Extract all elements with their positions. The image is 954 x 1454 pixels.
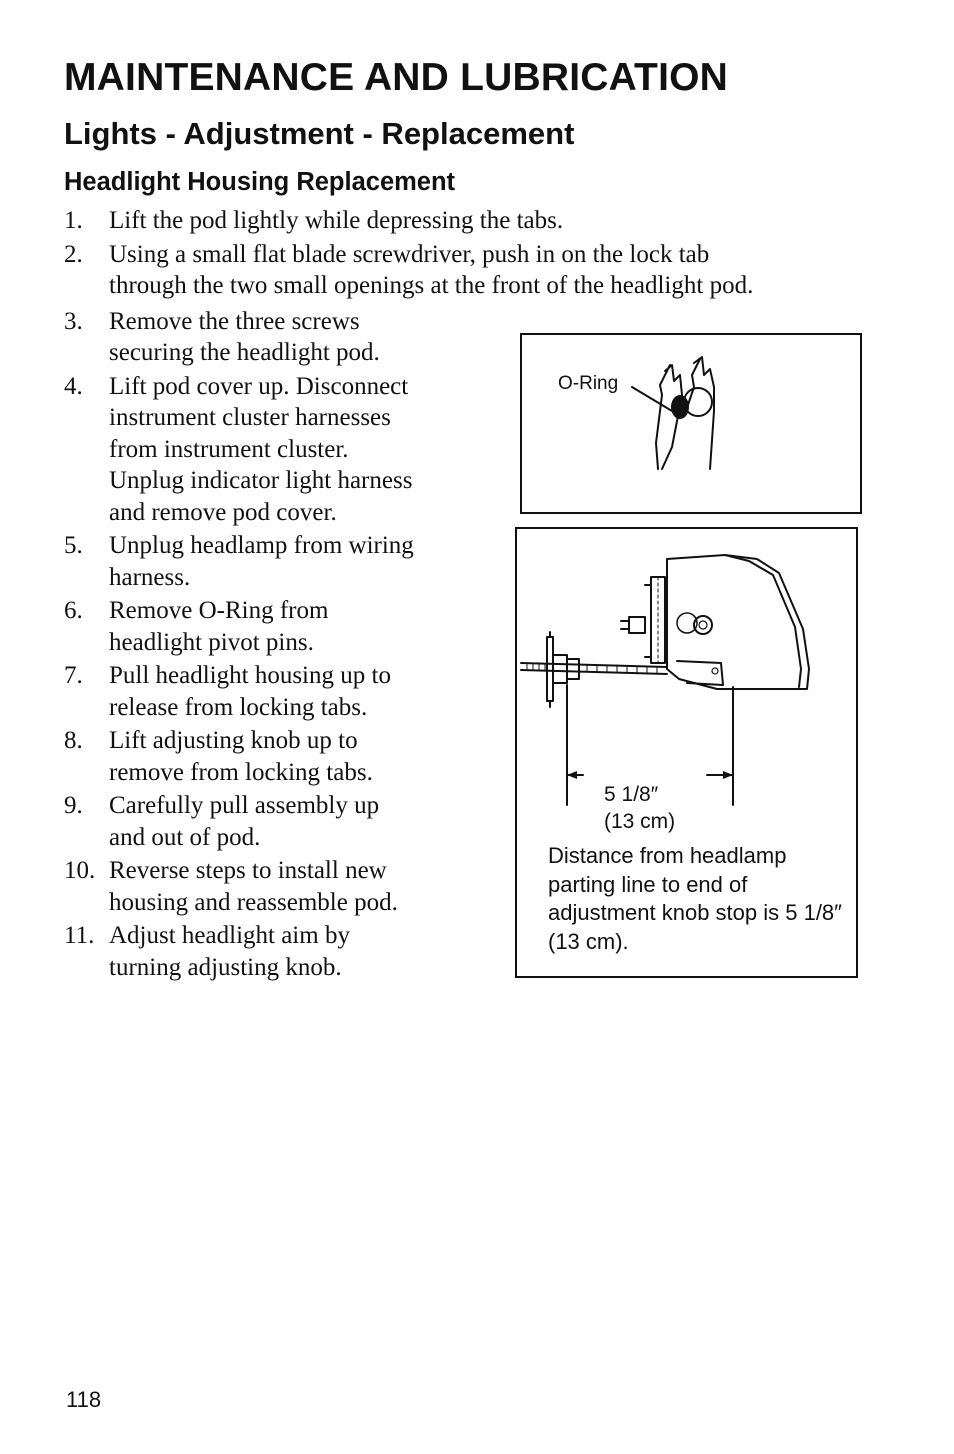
step-number: 9. — [64, 792, 83, 819]
step-number: 7. — [64, 662, 83, 689]
step-number: 6. — [64, 597, 83, 624]
step-text: Lift the pod lightly while depressing the tabs. — [109, 207, 564, 234]
subsection-title: Headlight Housing Replacement — [64, 168, 456, 196]
step-number: 5. — [64, 532, 83, 559]
step-text: Pull headlight housing up to release from locking tabs. — [109, 662, 391, 721]
step-text: Reverse steps to install new housing and reassemble pod. — [109, 857, 398, 916]
oring-figure — [520, 333, 862, 514]
step-item — [64, 205, 753, 237]
step-text: Remove the three screws securing the headlight pod. — [109, 307, 380, 366]
figure-caption: Distance from headlamp parting line to end of adjustment knob stop is 5 1/8″ (13 cm). — [548, 843, 842, 954]
step-text: Adjust headlight aim by turning adjusting knob. — [109, 922, 350, 981]
step-number: 11. — [64, 922, 95, 949]
step-number: 3. — [64, 307, 83, 335]
step-number: 8. — [64, 727, 83, 754]
step-number: 1. — [64, 207, 83, 234]
step-text: Using a small flat blade screwdriver, push in on the lock tab through the two small openings at the front of the headlight pod. — [109, 240, 754, 299]
step-text: Lift adjusting knob up to remove from locking tabs. — [109, 727, 373, 786]
step-item — [64, 239, 753, 302]
page-title: MAINTENANCE AND LUBRICATION — [64, 56, 729, 99]
oring-label: O-Ring — [558, 373, 619, 394]
step-text: Remove O-Ring from headlight pivot pins. — [109, 597, 329, 656]
step-text: Lift pod cover up. Disconnect instrument cluster harnesses from instrument cluster. Unplug indicator light harness and remove pod cover. — [109, 372, 413, 526]
section-title: Lights - Adjustment - Replacement — [64, 116, 575, 151]
step-number: 4. — [64, 372, 83, 400]
page-number: 118 — [66, 1387, 102, 1412]
headlamp-figure — [515, 527, 858, 978]
step-text: Carefully pull assembly up and out of pod. — [109, 792, 380, 851]
step-number: 2. — [64, 240, 83, 268]
dimension-label: 5 1/8″ (13 cm) — [604, 783, 676, 833]
pivot-pin-oring-illustration-icon — [522, 335, 860, 512]
step-text: Unplug headlamp from wiring harness. — [109, 532, 414, 591]
step-number: 10. — [64, 857, 96, 884]
